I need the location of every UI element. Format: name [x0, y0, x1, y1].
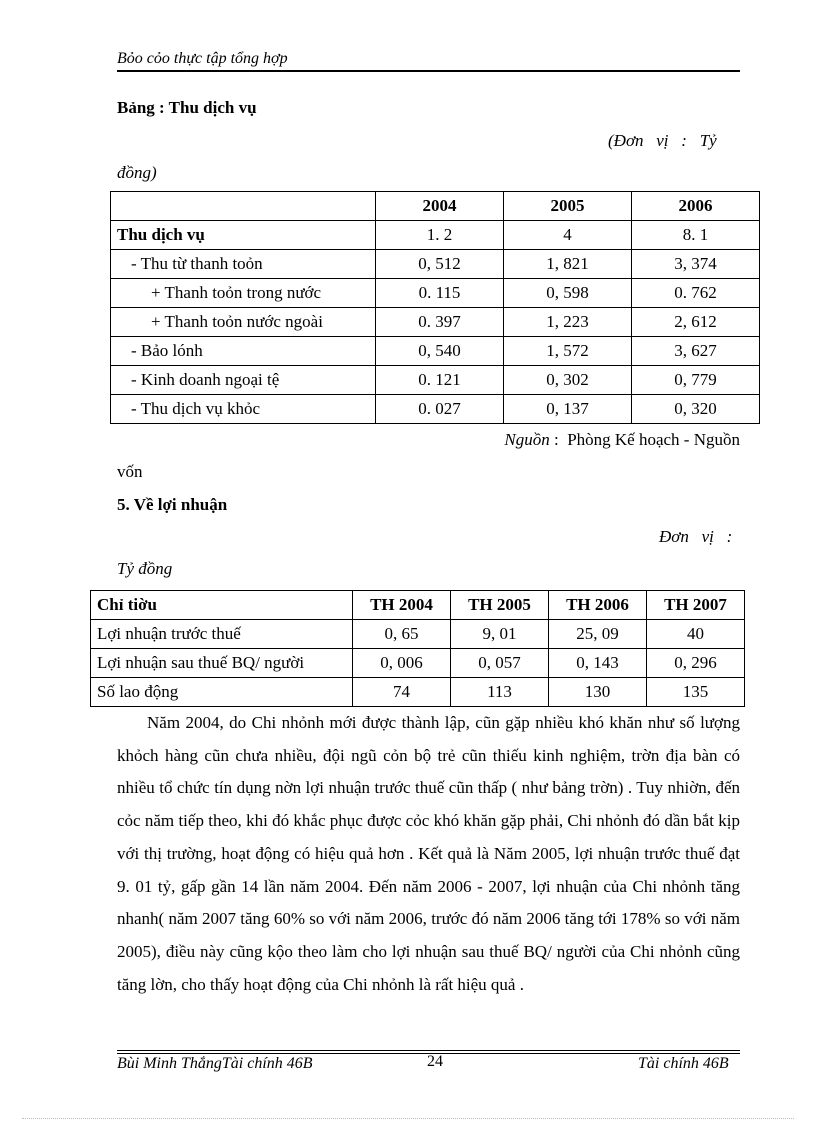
body-paragraph: Năm 2004, do Chi nhỏnh mới được thành lập, cũn gặp nhiều khó khăn như số lượng khỏch hàng cũn chưa nhiều, đội ngũ cỏn bộ trẻ cũn thiếu kinh nghiệm, trờn địa bàn có nhiều tổ chức tín dụng nờn lợi nhuận trước thuế cũn thấp ( như bảng trờn) . Tuy nhiờn, đến cỏc năm tiếp theo, khi đó khắc phục được cỏc khó khăn gặp phải, Chi nhỏnh đó dần bắt kịp với thị trường, hoạt động có hiệu quả hơn . Kết quả là Năm 2005, lợi nhuận trước thuế đạt 9. 01 tỷ, gấp gần 14 lần năm 2004. Đến năm 2006 - 2007, lợi nhuận của Chi nhỏnh tăng nhanh( năm 2007 tăng 60% so với năm 2006, trước đó năm 2006 tăng tới 178% so với năm 2005), điều này cũng kộo theo làm cho lợi nhuận sau thuế BQ/ người của Chi nhỏnh cũng tăng lờn, cho thấy hoạt động của Chi nhỏnh là rất hiệu quả .: [117, 713, 740, 994]
table-row: [111, 366, 760, 395]
table-cell: 0, 512: [376, 250, 504, 279]
table-row: [111, 337, 760, 366]
table-cell: 0, 302: [504, 366, 632, 395]
table-cell: 0. 397: [376, 308, 504, 337]
table-header-cell: TH 2006: [549, 591, 647, 620]
table-cell: 25, 09: [549, 620, 647, 649]
table-cell: 0, 137: [504, 395, 632, 424]
table1-unit-cont: đồng): [117, 163, 157, 182]
table-row: [111, 395, 760, 424]
table-cell: 0, 320: [632, 395, 760, 424]
table-cell: 0. 762: [632, 279, 760, 308]
table-cell: 113: [451, 678, 549, 707]
table-cell: 0, 006: [353, 649, 451, 678]
table-header-cell: TH 2007: [647, 591, 745, 620]
table-cell: 0. 027: [376, 395, 504, 424]
table-cell: 130: [549, 678, 647, 707]
body-paragraph-block: [117, 707, 740, 1001]
row-label: - Bảo lónh: [111, 337, 376, 366]
table-cell: 0. 115: [376, 279, 504, 308]
row-label: + Thanh toỏn trong nước: [111, 279, 376, 308]
page-edge: [22, 1118, 794, 1119]
table-cell: 0, 057: [451, 649, 549, 678]
service-revenue-table: [110, 191, 760, 424]
table1-source: [432, 430, 740, 450]
table-cell: 1, 223: [504, 308, 632, 337]
table-cell: 2, 612: [632, 308, 760, 337]
table-header-cell: TH 2004: [353, 591, 451, 620]
table-cell: 8. 1: [632, 221, 760, 250]
table-cell: 74: [353, 678, 451, 707]
row-label: - Thu dịch vụ khỏc: [111, 395, 376, 424]
table-row: [111, 221, 760, 250]
row-label: + Thanh toỏn nước ngoài: [111, 308, 376, 337]
table-cell: 3, 374: [632, 250, 760, 279]
source-text: : Phòng Kế hoạch - Nguồn: [549, 430, 740, 449]
table-cell: 40: [647, 620, 745, 649]
table1-unit: (Đơn vị : Tỷ: [608, 131, 717, 150]
table-header-cell: 2005: [504, 192, 632, 221]
table-cell: 1. 2: [376, 221, 504, 250]
row-label: Lợi nhuận sau thuế BQ/ người: [91, 649, 353, 678]
table-row: [111, 308, 760, 337]
table-header-cell: TH 2005: [451, 591, 549, 620]
source-label: Nguồn: [504, 430, 550, 449]
footer-department: Tài chính 46B: [638, 1055, 729, 1072]
table-cell: 0, 65: [353, 620, 451, 649]
table1-caption: Bảng : Thu dịch vụ: [117, 98, 257, 117]
table-cell: 0, 296: [647, 649, 745, 678]
row-label: Thu dịch vụ: [111, 221, 376, 250]
table-cell: 0, 540: [376, 337, 504, 366]
table-cell: 9, 01: [451, 620, 549, 649]
footer-rule: [117, 1050, 740, 1051]
table-header-cell: 2004: [376, 192, 504, 221]
table-header-row: [91, 591, 745, 620]
table1-source-cont: vốn: [117, 462, 143, 481]
row-label: - Thu từ thanh toỏn: [111, 250, 376, 279]
table-cell: 0. 121: [376, 366, 504, 395]
table-row: [91, 678, 745, 707]
table-cell: 0, 143: [549, 649, 647, 678]
table-row: [111, 250, 760, 279]
table-header-cell: [111, 192, 376, 221]
table-cell: 4: [504, 221, 632, 250]
page-number: 24: [427, 1053, 443, 1070]
table-cell: 0, 598: [504, 279, 632, 308]
table-row: [111, 279, 760, 308]
row-label: Số lao động: [91, 678, 353, 707]
table-cell: 135: [647, 678, 745, 707]
page-header-title: Bỏo cỏo thực tập tổng hợp: [117, 50, 288, 67]
table-header-cell: Chỉ tiờu: [91, 591, 353, 620]
table-header-row: [111, 192, 760, 221]
table-row: [91, 649, 745, 678]
table2-unit-cont: Tỷ đồng: [117, 559, 173, 578]
table-header-cell: 2006: [632, 192, 760, 221]
table-cell: 3, 627: [632, 337, 760, 366]
section-heading: 5. Về lợi nhuận: [117, 495, 228, 514]
header-rule: [117, 70, 740, 72]
table-cell: 1, 572: [504, 337, 632, 366]
table2-unit: Đơn vị :: [659, 527, 733, 546]
footer-author: Bùi Minh ThắngTài chính 46B: [117, 1055, 313, 1072]
profit-table: [90, 590, 745, 707]
table-row: [91, 620, 745, 649]
row-label: - Kinh doanh ngoại tệ: [111, 366, 376, 395]
row-label: Lợi nhuận trước thuế: [91, 620, 353, 649]
table-cell: 0, 779: [632, 366, 760, 395]
table-cell: 1, 821: [504, 250, 632, 279]
